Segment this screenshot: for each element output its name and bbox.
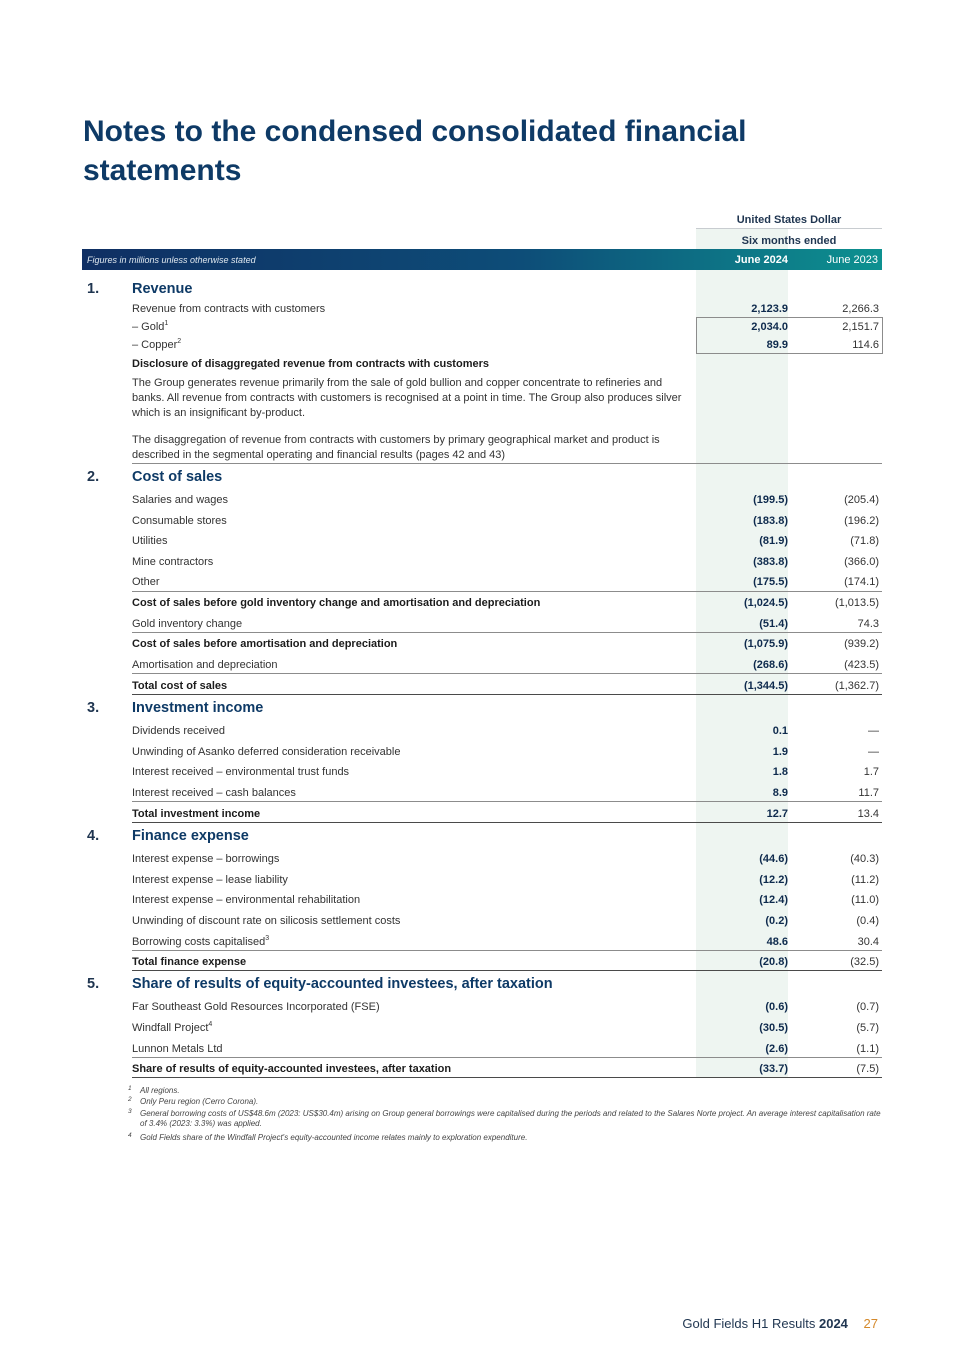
row-label: Cost of sales before gold inventory change and amortisation and depreciation [132,597,541,609]
value-current: (199.5) [753,494,788,506]
period-header: Six months ended [741,235,837,247]
value-prior: (205.4) [844,494,879,506]
value-prior: (7.5) [856,1063,879,1075]
value-current: 2,034.0 [751,321,788,333]
value-current: 0.1 [772,725,788,737]
value-prior: (366.0) [844,556,879,568]
value-current: 89.9 [766,339,788,351]
row-label: Salaries and wages [132,494,229,506]
row-label: Consumable stores [132,515,227,527]
report-name: Gold Fields H1 Results [682,1316,816,1331]
row-label: Total cost of sales [132,680,228,692]
row-label: Windfall Project$^4$ [132,1021,213,1034]
row-label: Far Southeast Gold Resources Incorporated (FSE) [132,1001,380,1013]
row-divider [132,801,882,802]
row-label: Cost of sales before amortisation and depreciation [132,638,398,650]
value-current: 1.9 [772,746,788,758]
column-june-2023: June 2023 [826,254,878,266]
row-label: Dividends received [132,725,225,737]
value-current: (0.6) [765,1001,788,1013]
header-divider [696,228,882,229]
row-label: Lunnon Metals Ltd [132,1043,223,1055]
section-number: 3. [87,700,100,716]
row-divider [132,673,882,674]
row-divider [132,591,882,592]
value-prior: (32.5) [850,956,879,968]
value-current: 1.8 [772,766,788,778]
row-label: Interest expense – lease liability [132,874,288,886]
section-number: 1. [87,281,100,297]
value-prior: 1.7 [863,766,879,778]
value-current: (2.6) [765,1043,788,1055]
section-title: Investment income [132,700,264,716]
total-divider [132,822,882,823]
value-current: (12.4) [759,894,788,906]
value-prior: — [868,746,879,758]
value-prior: (174.1) [844,576,879,588]
currency-header: United States Dollar [736,214,842,226]
value-prior: (1.1) [856,1043,879,1055]
value-current: (20.8) [759,956,788,968]
value-prior: (0.4) [856,915,879,927]
value-prior: (5.7) [856,1022,879,1034]
value-prior: (939.2) [844,638,879,650]
column-june-2024: June 2024 [734,254,788,266]
page-title: Notes to the condensed consolidated financial statements [83,115,747,187]
value-current: 2,123.9 [751,303,788,315]
value-current: (175.5) [753,576,788,588]
footnote-ref: 4 [208,1021,213,1028]
subheading: Disclosure of disaggregated revenue from contracts with customers [132,358,489,370]
row-divider [132,950,882,951]
value-prior: (11.0) [851,894,879,906]
row-label: Revenue from contracts with customers [132,303,326,315]
section-number: 2. [87,469,100,485]
footnote-ref: 2 [177,338,182,345]
value-current: (1,075.9) [743,638,788,650]
value-prior: (11.2) [851,874,879,886]
report-year: 2024 [818,1316,848,1331]
total-divider [132,970,882,971]
row-label: Total finance expense [132,956,247,968]
value-prior: (40.3) [850,853,879,865]
column-header-band [82,249,882,270]
value-prior: 2,266.3 [842,303,879,315]
value-current: 48.6 [766,936,788,948]
value-current: (1,024.5) [743,597,788,609]
value-current: 8.9 [772,787,788,799]
footnote-ref: 3 [265,935,270,942]
row-label: Interest expense – borrowings [132,853,280,865]
value-prior: (1,362.7) [834,680,879,692]
section-number: 4. [87,828,100,844]
value-prior: 114.6 [852,339,879,351]
footnote-ref: 1 [164,320,169,327]
value-current: (1,344.5) [743,680,788,692]
value-current: (383.8) [753,556,788,568]
value-prior: (71.8) [850,535,879,547]
value-current: (44.6) [759,853,788,865]
page-number: 27 [863,1316,878,1331]
revenue-paragraph-2: The disaggregation of revenue from contracts with customers by primary geographical market and product is described in the segmental operating and financial results (pages 42 and 43) [132,434,660,461]
row-label: Interest expense – environmental rehabilitation [132,894,361,906]
row-divider [132,632,882,633]
total-divider [132,1077,882,1078]
total-divider [132,694,882,695]
section-title: Share of results of equity-accounted investees, after taxation [132,976,553,992]
row-label: Interest received – environmental trust funds [132,766,350,778]
row-label: Borrowing costs capitalised$^3$ [132,935,270,948]
row-label: Total investment income [132,808,261,820]
value-current: (0.2) [765,915,788,927]
section-title: Revenue [132,281,193,297]
value-prior: — [868,725,879,737]
value-prior: 30.4 [857,936,879,948]
row-label: Interest received – cash balances [132,787,296,799]
value-current: (12.2) [759,874,788,886]
value-current: (30.5) [759,1022,788,1034]
value-prior: 2,151.7 [842,321,879,333]
value-prior: (1,013.5) [834,597,879,609]
row-label: Unwinding of Asanko deferred consideration receivable [132,746,401,758]
row-divider [132,1057,882,1058]
section-divider [132,463,882,464]
row-label: – Copper$^2$ [132,338,182,351]
value-current: (183.8) [753,515,788,527]
row-label: Utilities [132,535,168,547]
row-label: Mine contractors [132,556,214,568]
value-prior: 74.3 [857,618,879,630]
figures-note: Figures in millions unless otherwise stated [87,255,256,265]
row-label: – Gold$^1$ [132,320,169,333]
value-current: (33.7) [759,1063,788,1075]
row-label: Share of results of equity-accounted investees, after taxation [132,1063,452,1075]
value-current: (81.9) [759,535,788,547]
section-number: 5. [87,976,100,992]
row-label: Other [132,576,160,588]
value-prior: 13.4 [857,808,879,820]
page-footer [682,1316,878,1331]
value-current: (268.6) [753,659,788,671]
row-label: Amortisation and depreciation [132,659,278,671]
row-label: Unwinding of discount rate on silicosis settlement costs [132,915,401,927]
section-title: Finance expense [132,828,249,844]
value-current: 12.7 [766,808,788,820]
value-prior: (423.5) [844,659,879,671]
section-title: Cost of sales [132,469,223,485]
value-prior: (0.7) [856,1001,879,1013]
value-prior: 11.7 [858,787,879,799]
value-current: (51.4) [759,618,788,630]
row-label: Gold inventory change [132,618,243,630]
value-prior: (196.2) [844,515,879,527]
revenue-paragraph-1: The Group generates revenue primarily from the sale of gold bullion and copper concentrate to refineries and banks. All revenue from contracts with customers is recognised at a point in time. The Group also produces silver which is an insignificant by-product. [132,377,682,419]
